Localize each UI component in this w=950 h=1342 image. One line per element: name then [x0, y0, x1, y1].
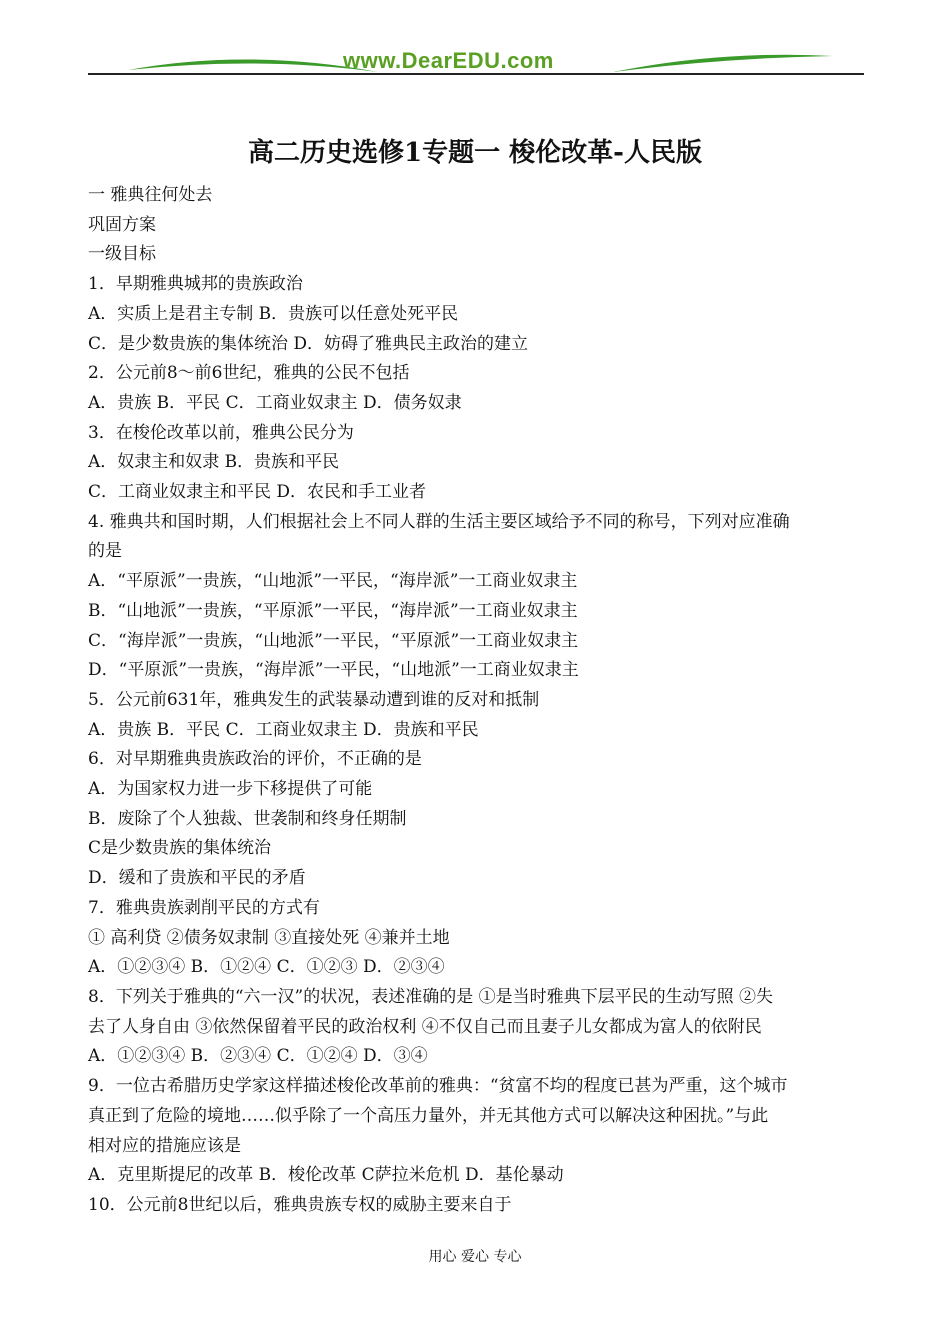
text-line: 4. 雅典共和国时期，人们根据社会上不同人群的生活主要区域给予不同的称号，下列对应准确	[88, 511, 790, 532]
text-line: A．①②③④ B．①②④ C．①②③ D．②③④	[88, 957, 445, 978]
text-line: B．“山地派”一贵族，“平原派”一平民，“海岸派”一工商业奴隶主	[88, 600, 578, 621]
text-line: C．工商业奴隶主和平民 D．农民和手工业者	[88, 482, 427, 503]
text-line: 9．一位古希腊历史学家这样描述梭伦改革前的雅典：“贫富不均的程度已甚为严重，这个城市	[88, 1076, 788, 1097]
text-line: A．克里斯提尼的改革 B．梭伦改革 C萨拉米危机 D．基伦暴动	[88, 1165, 564, 1186]
text-line: 5．公元前631年，雅典发生的武装暴动遭到谁的反对和抵制	[88, 689, 540, 710]
text-line: 10．公元前8世纪以后，雅典贵族专权的威胁主要来自于	[88, 1194, 512, 1215]
text-line: B．废除了个人独裁、世袭制和终身任期制	[88, 808, 407, 829]
page-header	[88, 40, 864, 80]
text-line: A．奴隶主和奴隶 B．贵族和平民	[88, 452, 340, 473]
text-line: A．贵族 B．平民 C．工商业奴隶主 D．债务奴隶	[88, 392, 462, 413]
text-line: A．为国家权力进一步下移提供了可能	[88, 779, 373, 800]
header-rule	[88, 73, 864, 75]
text-line: 一 雅典往何处去	[88, 185, 213, 205]
text-line: D．“平原派”一贵族，“海岸派”一平民，“山地派”一工商业奴隶主	[88, 660, 579, 681]
text-line: A．“平原派”一贵族，“山地派”一平民，“海岸派”一工商业奴隶主	[88, 571, 578, 592]
document-title: 高二历史选修1专题一 梭伦改革-人民版	[248, 138, 702, 168]
text-line: D．缓和了贵族和平民的矛盾	[88, 868, 306, 889]
text-line: C．是少数贵族的集体统治 D．妨碍了雅典民主政治的建立	[88, 333, 529, 354]
brand-logo-text: www.DearEDU.com	[343, 48, 554, 73]
text-line: 7．雅典贵族剥削平民的方式有	[88, 897, 320, 918]
text-line: C．“海岸派”一贵族，“山地派”一平民，“平原派”一工商业奴隶主	[88, 630, 579, 651]
text-line: 去了人身自由 ③依然保留着平民的政治权利 ④不仅自己而且妻子儿女都成为富人的依附民	[88, 1016, 762, 1037]
text-line: 8．下列关于雅典的“六一汉”的状况，表述准确的是 ①是当时雅典下层平民的生动写照 ②失	[88, 986, 774, 1007]
text-line: A．贵族 B．平民 C．工商业奴隶主 D．贵族和平民	[88, 719, 479, 740]
document-body	[88, 181, 864, 1221]
text-line: 6．对早期雅典贵族政治的评价，不正确的是	[88, 749, 422, 770]
text-line: 3．在梭伦改革以前，雅典公民分为	[88, 422, 354, 443]
text-line: 1．早期雅典城邦的贵族政治	[88, 274, 303, 295]
text-line: 巩固方案	[88, 214, 156, 235]
text-line: A．①②③④ B．②③④ C．①②④ D．③④	[88, 1046, 428, 1067]
text-line: 真正到了危险的境地……似乎除了一个高压力量外，并无其他方式可以解决这种困扰。”与此	[88, 1105, 769, 1126]
text-line: 一级目标	[88, 244, 156, 265]
text-line: C是少数贵族的集体统治	[88, 838, 272, 859]
text-line: ① 高利贷 ②债务奴隶制 ③直接处死 ④兼并土地	[88, 927, 450, 948]
text-line: A．实质上是君主专制 B．贵族可以任意处死平民	[88, 303, 459, 324]
text-line: 2．公元前8～前6世纪，雅典的公民不包括	[88, 363, 410, 384]
text-line: 相对应的措施应该是	[88, 1135, 241, 1156]
text-line: 的是	[88, 541, 122, 562]
page-footer: 用心 爱心 专心	[428, 1249, 522, 1265]
